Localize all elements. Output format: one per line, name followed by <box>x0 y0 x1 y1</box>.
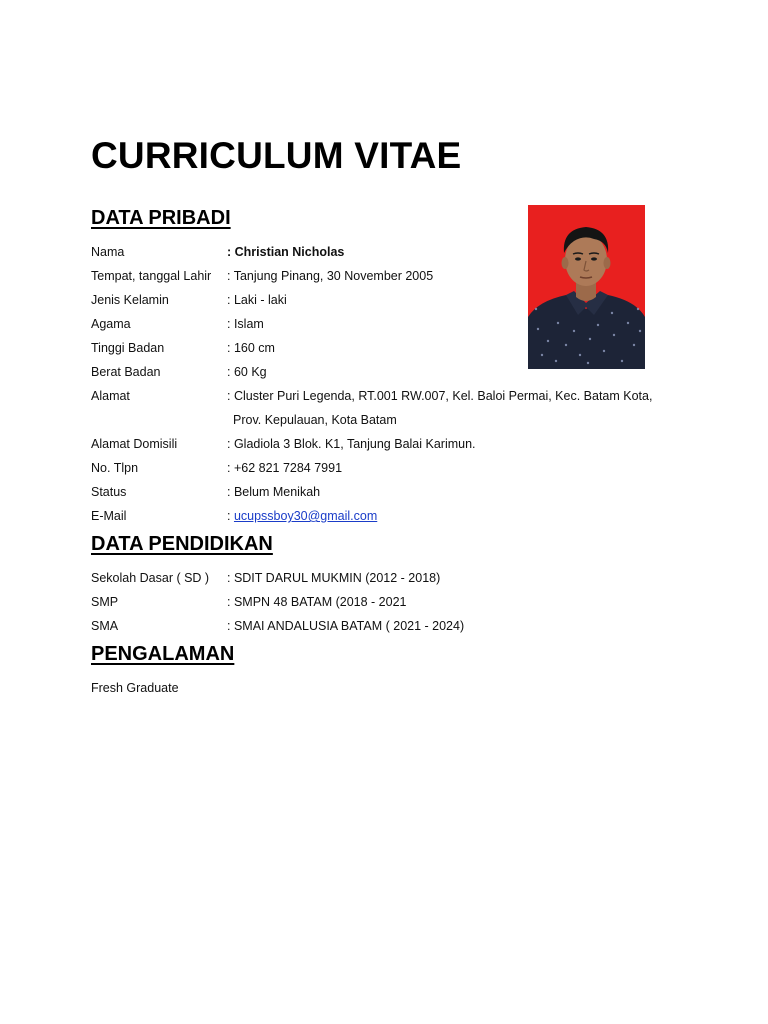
field-value: : Tanjung Pinang, 30 November 2005 <box>227 269 434 283</box>
document-title: CURRICULUM VITAE <box>91 135 462 176</box>
section-heading-education: DATA PENDIDIKAN <box>91 533 273 555</box>
field-value: : Belum Menikah <box>227 485 321 499</box>
field-label: Berat Badan <box>91 365 161 379</box>
field-label: Tinggi Badan <box>91 341 165 355</box>
field-value: : Christian Nicholas <box>227 245 345 259</box>
field-label: E-Mail <box>91 509 127 523</box>
portrait-illustration <box>528 205 645 369</box>
field-label: Tempat, tanggal Lahir <box>91 269 212 283</box>
address-continuation: Prov. Kepulauan, Kota Batam <box>233 413 397 427</box>
education-value: : SDIT DARUL MUKMIN (2012 - 2018) <box>227 571 441 585</box>
field-label: Nama <box>91 245 125 259</box>
education-label: SMA <box>91 619 119 633</box>
field-label: Alamat Domisili <box>91 437 178 451</box>
education-label: Sekolah Dasar ( SD ) <box>91 571 210 585</box>
profile-photo <box>528 205 645 369</box>
field-label: No. Tlpn <box>91 461 139 475</box>
education-value: : SMAI ANDALUSIA BATAM ( 2021 - 2024) <box>227 619 465 633</box>
education-label: SMP <box>91 595 119 609</box>
section-heading-experience: PENGALAMAN <box>91 643 235 665</box>
experience-text: Fresh Graduate <box>91 681 179 695</box>
field-value: : Laki - laki <box>227 293 287 307</box>
field-value: : Cluster Puri Legenda, RT.001 RW.007, Kel. Baloi Permai, Kec. Batam Kota, <box>227 389 653 403</box>
field-value: : Gladiola 3 Blok. K1, Tanjung Balai Karimun. <box>227 437 476 451</box>
field-value: : 160 cm <box>227 341 275 355</box>
field-label: Status <box>91 485 127 499</box>
field-label: Jenis Kelamin <box>91 293 169 307</box>
email-prefix: : <box>227 509 234 523</box>
section-heading-personal: DATA PRIBADI <box>91 207 231 229</box>
email-link[interactable]: ucupssboy30@gmail.com <box>233 509 378 523</box>
field-value: : 60 Kg <box>227 365 267 379</box>
field-value: : Islam <box>227 317 264 331</box>
field-label: Alamat <box>91 389 130 403</box>
field-value <box>227 506 377 526</box>
education-value: : SMPN 48 BATAM (2018 - 2021 <box>227 595 407 609</box>
field-label: Agama <box>91 317 131 331</box>
field-value: : +62 821 7284 7991 <box>227 461 343 475</box>
